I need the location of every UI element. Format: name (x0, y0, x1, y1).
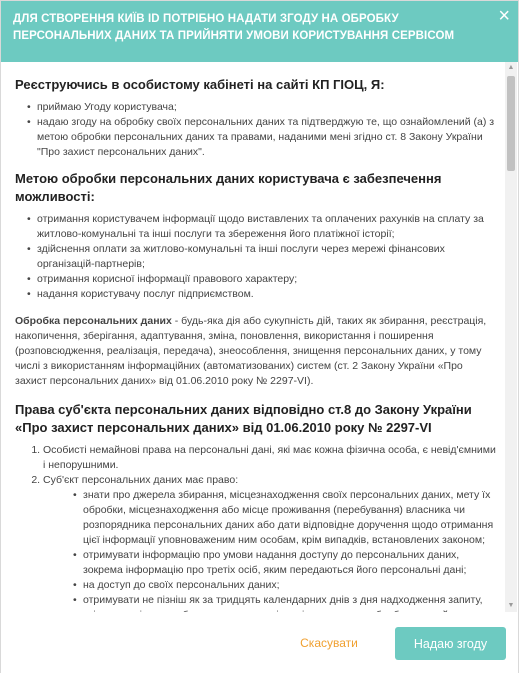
modal-footer (1, 612, 518, 673)
list-item: • приймаю Угоду користувача; (37, 100, 496, 115)
list-item: • отримання корисної інформації правового характеру; (37, 272, 496, 287)
list-item: • здійснення оплати за житлово-комунальні та інші послуги через мережі фінансових організацій-партнерів; (37, 242, 496, 272)
list-item: • отримувати не пізніш як за тридцять календарних днів з дня надходження запиту, (83, 593, 496, 638)
list-item: • надаю згоду на обробку своїх персональних даних та підтверджую те, що ознайомлений (а) з метою обробки персональних даних та правами, наданими мені згідно ст. 8 Закону України "Про захист персональних даних". (37, 115, 496, 160)
accept-consent-button[interactable]: Надаю згоду (395, 627, 506, 660)
list-item-label: Суб'єкт персональних даних має право: (43, 474, 239, 486)
scroll-thumb[interactable] (507, 76, 515, 171)
vertical-scrollbar[interactable] (505, 62, 517, 612)
modal-header (1, 1, 518, 62)
modal-body[interactable] (1, 62, 506, 612)
list-item: • на доступ до своїх персональних даних; (83, 578, 496, 593)
bullet-list (15, 212, 496, 302)
scroll-down-icon[interactable]: ▼ (507, 602, 515, 609)
list-item: 1. Особисті немайнові права на персональні дані, які має кожна фізична особа, є невід'ємними і непорушними. (43, 443, 496, 473)
definition-text: - будь-яка дія або сукупність дій, таких як збирання, реєстрація, накопичення, зберігання, адаптування, зміна, поновлення, використання і поширення (розповсюдження, реалізація, передача), знеособлення, знищення персональних даних, у тому числі з використанням інформаційних (автоматизованих) систем (ст. 2 Закону України «Про захист персональних даних» від 01.06.2010 року № 2297-VI). (15, 315, 487, 387)
list-item: • отримувати інформацію про умови надання доступу до персональних даних, зокрема інформацію про третіх осіб, яким передаються його персональні дані; (83, 548, 496, 578)
section-heading: Метою обробки персональних даних користувача є забезпечення можливості: (15, 171, 442, 204)
list-item: • знати про джерела збирання, місцезнаходження своїх персональних даних, мету їх обробки, місцезнаходження або місце проживання (перебування) власника чи розпорядника персональних даних або дати відповідне доручення щодо отримання цієї інформації уповноваженим ним особам, крім випадків, встановлених законом; (83, 488, 496, 548)
bullet-list (15, 100, 496, 160)
definition-term: Обробка персональних даних (15, 315, 172, 327)
definition-paragraph (15, 314, 496, 389)
section-heading: Реєструючись в особистому кабінеті на сайті КП ГІОЦ, Я: (15, 77, 385, 92)
scroll-up-icon[interactable]: ▲ (507, 64, 515, 71)
section-heading: Права суб'єкта персональних даних відповідно ст.8 до Закону України «Про захист персональних даних» від 01.06.2010 року № 2297-VI (15, 402, 472, 435)
list-item: • надання користувачу послуг підприємством. (37, 287, 496, 302)
cancel-button[interactable]: Скасувати (294, 629, 364, 657)
rights-list (15, 443, 496, 638)
modal-title: ДЛЯ СТВОРЕННЯ КИЇВ ID ПОТРІБНО НАДАТИ ЗГОДУ НА ОБРОБКУ ПЕРСОНАЛЬНИХ ДАНИХ ТА ПРИЙНЯТИ УМОВИ КОРИСТУВАННЯ СЕРВІСОМ (13, 13, 455, 42)
list-item: • отримання користувачем інформації щодо виставлених та оплачених рахунків на сплату за житлово-комунальні та інші послуги та збереження його платіжної історії; (37, 212, 496, 242)
close-icon[interactable]: × (498, 5, 510, 27)
